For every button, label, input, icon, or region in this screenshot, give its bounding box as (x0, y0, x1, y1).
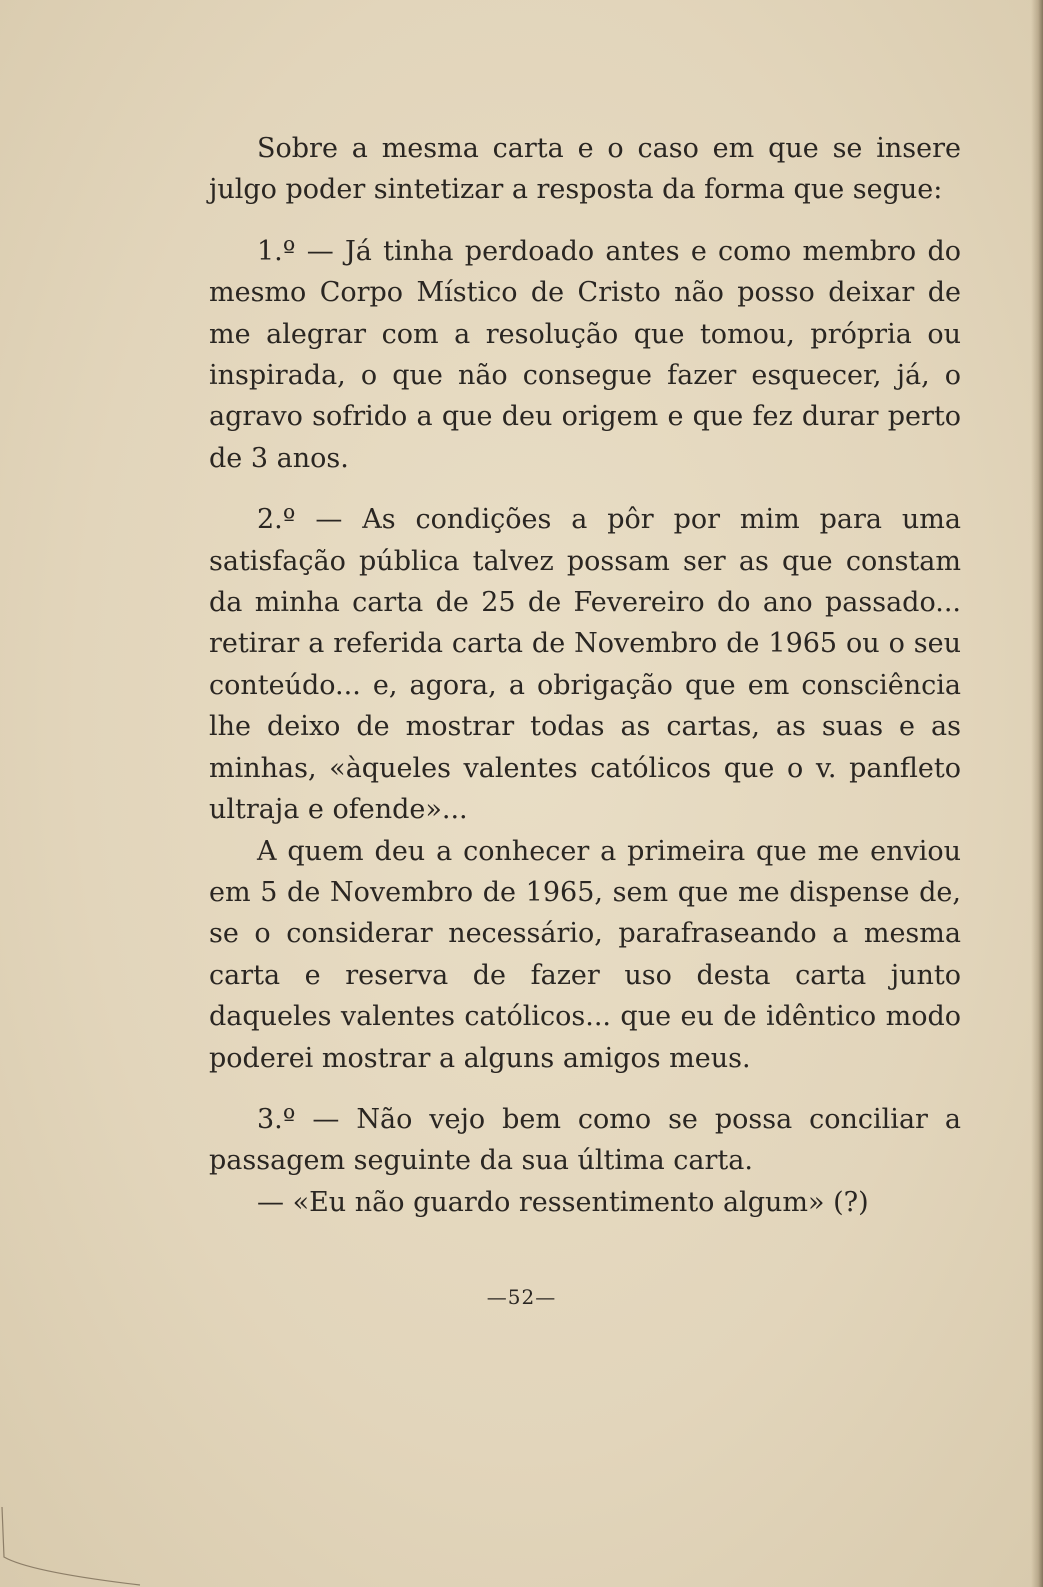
paragraph-quote: — «Eu não guardo ressentimento algum» (?) (257, 1186, 869, 1218)
page-number: —52— (486, 1285, 557, 1309)
body-text (209, 128, 961, 1223)
page-edge-shadow (1031, 0, 1043, 1587)
paragraph-point-3: 3.º — Não vejo bem como se possa conciliar a passagem seguinte da sua última carta. (209, 1103, 961, 1177)
paragraph-intro: Sobre a mesma carta e o caso em que se insere julgo poder sintetizar a resposta da forma que segue: (209, 133, 961, 206)
paragraph-point-2-continued: A quem deu a conhecer a primeira que me enviou em 5 de Novembro de 1965, sem que me dispense de, se o considerar necessário, parafraseando a mesma carta e reserva de fazer uso desta carta junto daqueles valentes católicos... que eu de idêntico modo poderei mostrar a alguns amigos meus. (209, 835, 961, 1074)
paragraph-point-1: 1.º — Já tinha perdoado antes e como membro do mesmo Corpo Místico de Cristo não posso deixar de me alegrar com a resolução que tomou, própria ou inspirada, o que não consegue fazer esquecer, já, o agravo sofrido a que deu origem e que fez durar perto de 3 anos. (209, 235, 961, 474)
paragraph-point-2: 2.º — As condições a pôr por mim para uma satisfação pública talvez possam ser as que constam da minha carta de 25 de Fevereiro do ano passado... retirar a referida carta de Novembro de 1965 ou o seu conteúdo... e, agora, a obrigação que em consciência lhe deixo de mostrar todas as cartas, as suas e as minhas, «àqueles valentes católicos que o v. panfleto ultraja e ofende»... (209, 504, 961, 826)
corner-scratch-mark (0, 1497, 150, 1587)
